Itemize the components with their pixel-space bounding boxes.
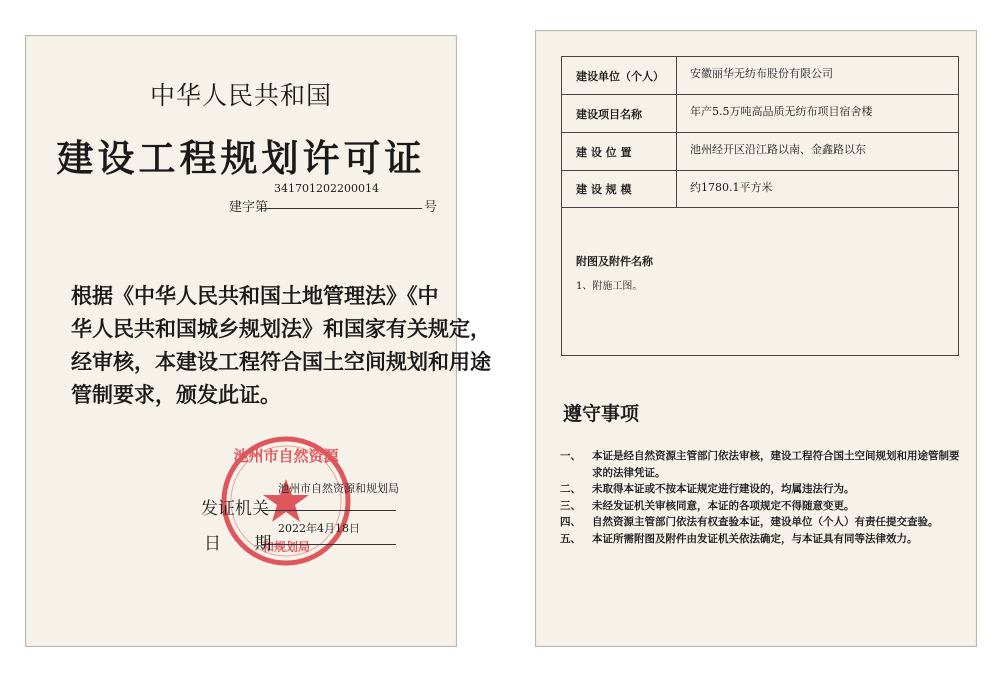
row-label: 建 设 规 模 [562,171,677,207]
table-row [562,133,958,171]
note-text: 本证是经自然资源主管部门依法审核，建设工程符合国土空间规划和用途管制要求的法律凭证。 [592,450,960,479]
issue-date: 2022年4月18日 [278,522,360,535]
certificate-title: 建设工程规划许可证 [56,137,426,180]
certificate-right-page [535,30,977,647]
note-text: 本证所需附图及附件由发证机关依法确定，与本证具有同等法律效力。 [592,532,918,545]
body-line: 华人民共和国城乡规划法》和国家有关规定， [71,317,491,341]
permit-number-underline [262,208,422,209]
country-title: 中华人民共和国 [149,81,332,110]
note-item [560,448,965,481]
row-value: 约1780.1平方米 [690,181,773,194]
row-value: 安徽丽华无纺布股份有限公司 [690,67,833,80]
note-item [560,514,965,531]
note-item [560,481,965,498]
svg-text:和规划局: 和规划局 [261,540,311,554]
notes-title: 遵守事项 [563,403,640,425]
svg-text:池州市自然资源: 池州市自然资源 [233,447,339,465]
certificate-left-page [25,35,491,647]
note-item [560,531,965,548]
date-underline [261,544,396,545]
permit-number: 341701202200014 [274,182,379,195]
attachment-item: 1、附施工图。 [576,281,643,292]
note-number: 四、 [560,516,581,528]
body-line: 经审核，本建设工程符合国土空间规划和用途 [71,350,491,374]
permit-number-suffix: 号 [424,200,438,215]
body-line: 管制要求，颁发此证。 [71,383,281,407]
issuing-authority-name: 池州市自然资源和规划局 [278,482,399,495]
attachments-title: 附图及附件名称 [576,255,653,268]
issue-date-label: 日 期 [204,534,272,554]
row-label: 建设单位（个人） [562,57,677,94]
note-item [560,498,965,515]
row-label: 建设项目名称 [562,95,677,132]
certificate-body [71,280,491,412]
table-row [562,57,958,95]
table-row [562,95,958,133]
note-text: 未取得本证或不按本证规定进行建设的，均属违法行为。 [592,483,855,495]
row-label: 建 设 位 置 [562,133,677,170]
note-number: 二、 [560,483,581,495]
note-number: 三、 [560,499,581,512]
project-info-table [561,56,959,356]
authority-underline [261,510,396,511]
body-line: 根据《中华人民共和国土地管理法》《中 [71,284,439,308]
permit-number-prefix: 建字第 [229,200,269,215]
row-value: 池州经开区沿江路以南、金鑫路以东 [690,143,866,156]
notes-list [560,448,965,547]
note-number: 五、 [560,532,581,545]
note-text: 自然资源主管部门依法有权查验本证，建设单位（个人）有责任提交查验。 [592,516,939,528]
note-number: 一、 [560,450,581,462]
table-row [562,171,958,208]
row-value: 年产5.5万吨高品质无纺布项目宿舍楼 [690,105,873,118]
issuing-authority-label: 发证机关 [201,499,269,519]
note-text: 未经发证机关审核同意，本证的各项规定不得随意变更。 [592,499,855,512]
